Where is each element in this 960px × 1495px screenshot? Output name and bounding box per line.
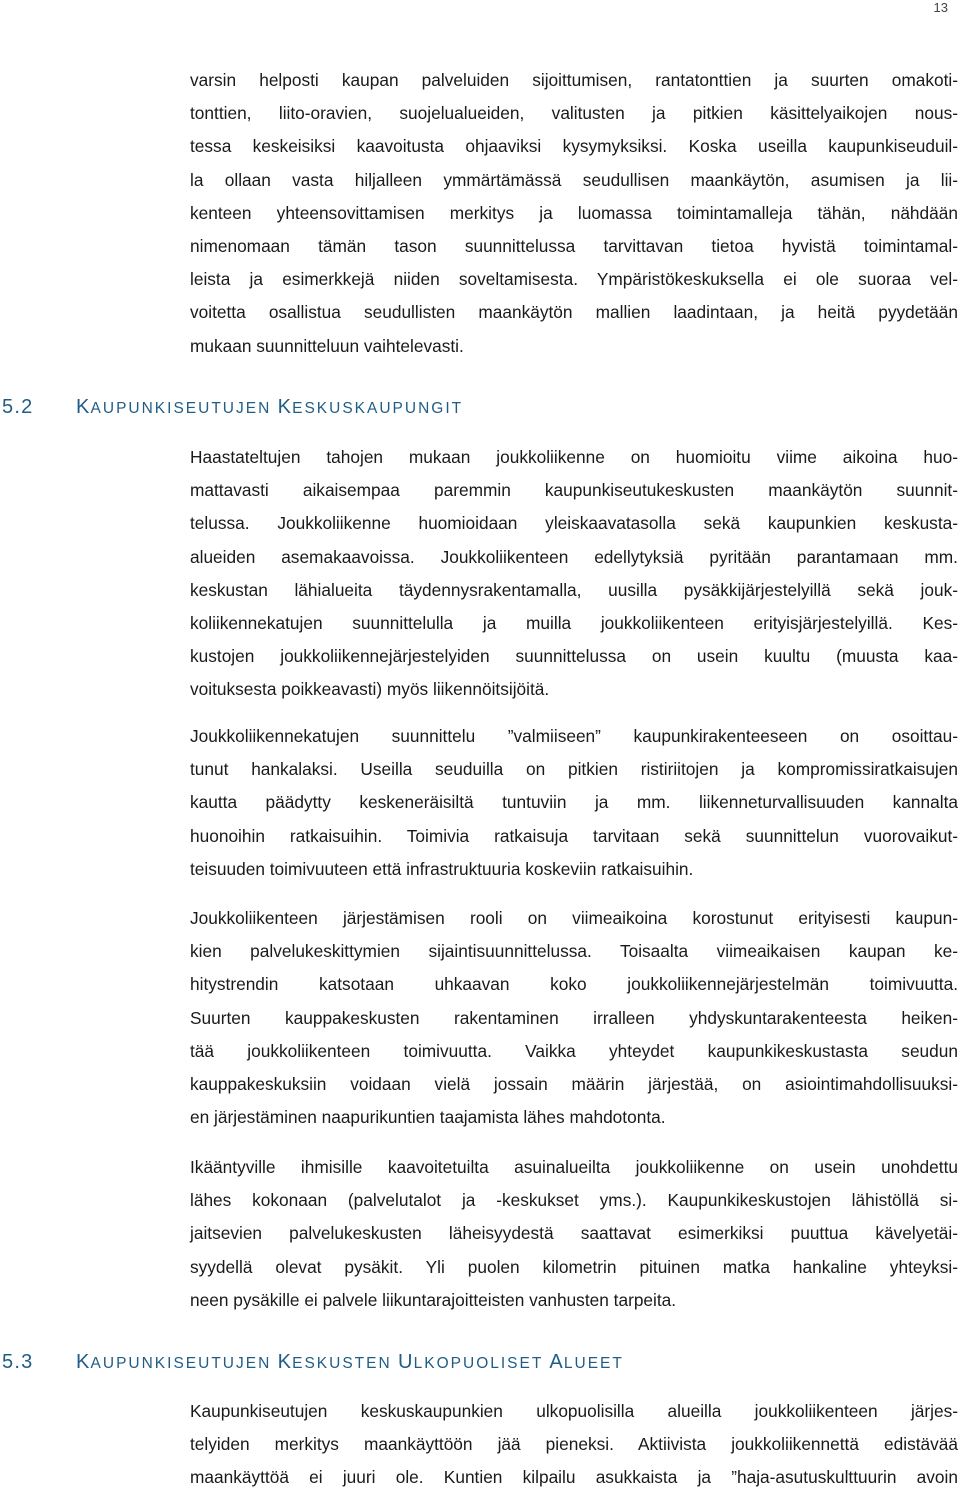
section-number: 5.2: [2, 396, 34, 418]
text-line: huonoihin ratkaisuihin. Toimivia ratkaisuja tarvitaan sekä suunnittelun vuorovaikut-: [190, 825, 958, 846]
text-line: la ollaan vasta hiljalleen ymmärtämässä seudullisen maankäytön, asumisen ja lii-: [190, 169, 958, 190]
text-line: alueiden asemakaavoissa. Joukkoliikenteen edellytyksiä pyritään parantamaan mm.: [190, 546, 958, 567]
text-line: hitystrendin katsotaan uhkaavan koko joukkoliikennejärjestelmän toimivuutta.: [190, 974, 958, 995]
text-line: lähes kokonaan (palvelutalot ja -keskukset yms.). Kaupunkikeskustojen lähistöllä si-: [190, 1190, 958, 1211]
text-line: Suurten kauppakeskusten rakentaminen irralleen yhdyskuntarakenteesta heiken-: [190, 1007, 958, 1028]
section-5-2-paragraph-1: [190, 441, 958, 707]
text-line: maankäyttöä ei juuri ole. Kuntien kilpailu asukkaista ja ”haja-asutuskulttuurin avoin: [190, 1467, 958, 1488]
text-line: teisuuden toimivuuteen että infrastruktuuria koskeviin ratkaisuihin.: [190, 858, 694, 879]
text-line: mattavasti aikaisempaa paremmin kaupunkiseutukeskusten maankäytön suunnit-: [190, 480, 958, 501]
text-line: telyiden merkitys maankäyttöön jää pieneksi. Aktiivista joukkoliikennettä edistävää: [190, 1434, 958, 1455]
page-number: 13: [933, 0, 948, 15]
text-line: tää joukkoliikenteen toimivuutta. Vaikka yhteydet kaupunkikeskustasta seudun: [190, 1040, 958, 1061]
text-line: en järjestäminen naapurikuntien taajamista lähes mahdotonta.: [190, 1107, 666, 1128]
text-line: kautta päädytty keskeneräisiltä tuntuviin ja mm. liikenneturvallisuuden kannalta: [190, 792, 958, 813]
section-title: KAUPUNKISEUTUJEN KESKUSTEN ULKOPUOLISET ALUEET: [76, 1351, 624, 1373]
text-line: voitetta osallistua seudullisten maankäytön mallien laadintaan, ja heitä pyydetään: [190, 302, 958, 323]
text-line: koliikennekatujen suunnittelulla ja muilla joukkoliikenteen erityisjärjestelyillä. Kes-: [190, 612, 958, 633]
section-number: 5.3: [2, 1351, 34, 1373]
text-line: Joukkoliikennekatujen suunnittelu ”valmiiseen” kaupunkirakenteeseen on osoittau-: [190, 726, 958, 746]
text-line: tessa keskeisiksi kaavoitusta ohjaaviksi kysymyksiksi. Koska useilla kaupunkiseuduil-: [190, 136, 958, 157]
text-line: jaitsevien palvelukeskusten läheisyydestä saattavat esimerkiksi puuttua kävelyetäi-: [190, 1223, 958, 1244]
text-line: Joukkoliikenteen järjestämisen rooli on viimeaikoina korostunut erityisesti kaupun-: [190, 908, 958, 928]
text-line: nimenomaan tämän tason suunnittelussa tarvittavan tietoa hyvistä toimintamal-: [190, 235, 958, 256]
section-5-2-paragraph-4: [190, 1151, 958, 1317]
text-line: telussa. Joukkoliikenne huomioidaan yleiskaavatasolla sekä kaupunkien keskusta-: [190, 513, 958, 534]
section-title: KAUPUNKISEUTUJEN KESKUSKAUPUNGIT: [76, 396, 464, 418]
text-line: tonttien, liito-oravien, suojelualueiden, valitusten ja pitkien käsittelyaikojen nous-: [190, 103, 958, 124]
section-5-2-paragraph-3: [190, 902, 958, 1134]
text-line: Kaupunkiseutujen keskuskaupunkien ulkopuolisilla alueilla joukkoliikenteen järjes-: [190, 1401, 958, 1421]
text-line: Haastateltujen tahojen mukaan joukkoliikenne on huomioitu viime aikoina huo-: [190, 447, 958, 467]
section-5-3-paragraph-1: [190, 1395, 958, 1495]
text-line: neen pysäkille ei palvele liikuntarajoitteisten vanhusten tarpeita.: [190, 1289, 677, 1310]
text-line: kustojen joukkoliikennejärjestelyiden suunnittelussa on usein kuultu (muusta kaa-: [190, 646, 958, 667]
section-heading-5-2: [2, 396, 463, 419]
intro-paragraph: [190, 64, 958, 363]
text-line: leista ja esimerkkejä niiden soveltamisesta. Ympäristökeskuksella ei ole suoraa vel-: [190, 269, 958, 290]
text-line: mukaan suunnitteluun vaihtelevasti.: [190, 335, 464, 356]
text-line: kien palvelukeskittymien sijaintisuunnittelussa. Toisaalta viimeaikaisen kaupan ke-: [190, 941, 958, 962]
section-5-2-paragraph-2: [190, 720, 958, 886]
text-line: voituksesta poikkeavasti) myös liikennöitsijöitä.: [190, 679, 550, 700]
text-line: tunut hankalaksi. Useilla seuduilla on pitkien ristiriitojen ja kompromissiratkaisujen: [190, 759, 958, 780]
text-line: Ikääntyville ihmisille kaavoitetuilta asuinalueilta joukkoliikenne on usein unohdettu: [190, 1157, 958, 1177]
text-line: kenteen yhteensovittamisen merkitys ja luomassa toimintamalleja tähän, nähdään: [190, 202, 958, 223]
text-line: syydellä olevat pysäkit. Yli puolen kilometrin pituinen matka hankaline yhteyksi-: [190, 1256, 958, 1277]
text-line: kauppakeskuksiin voidaan vielä jossain määrin järjestää, on asiointimahdollisuuksi-: [190, 1073, 958, 1094]
text-line: keskustan lähialueita täydennysrakentamalla, uusilla pysäkkijärjestelyillä sekä jouk-: [190, 579, 958, 600]
section-heading-5-3: [2, 1351, 624, 1374]
text-line: varsin helposti kaupan palveluiden sijoittumisen, rantatonttien ja suurten omakoti-: [190, 70, 958, 90]
